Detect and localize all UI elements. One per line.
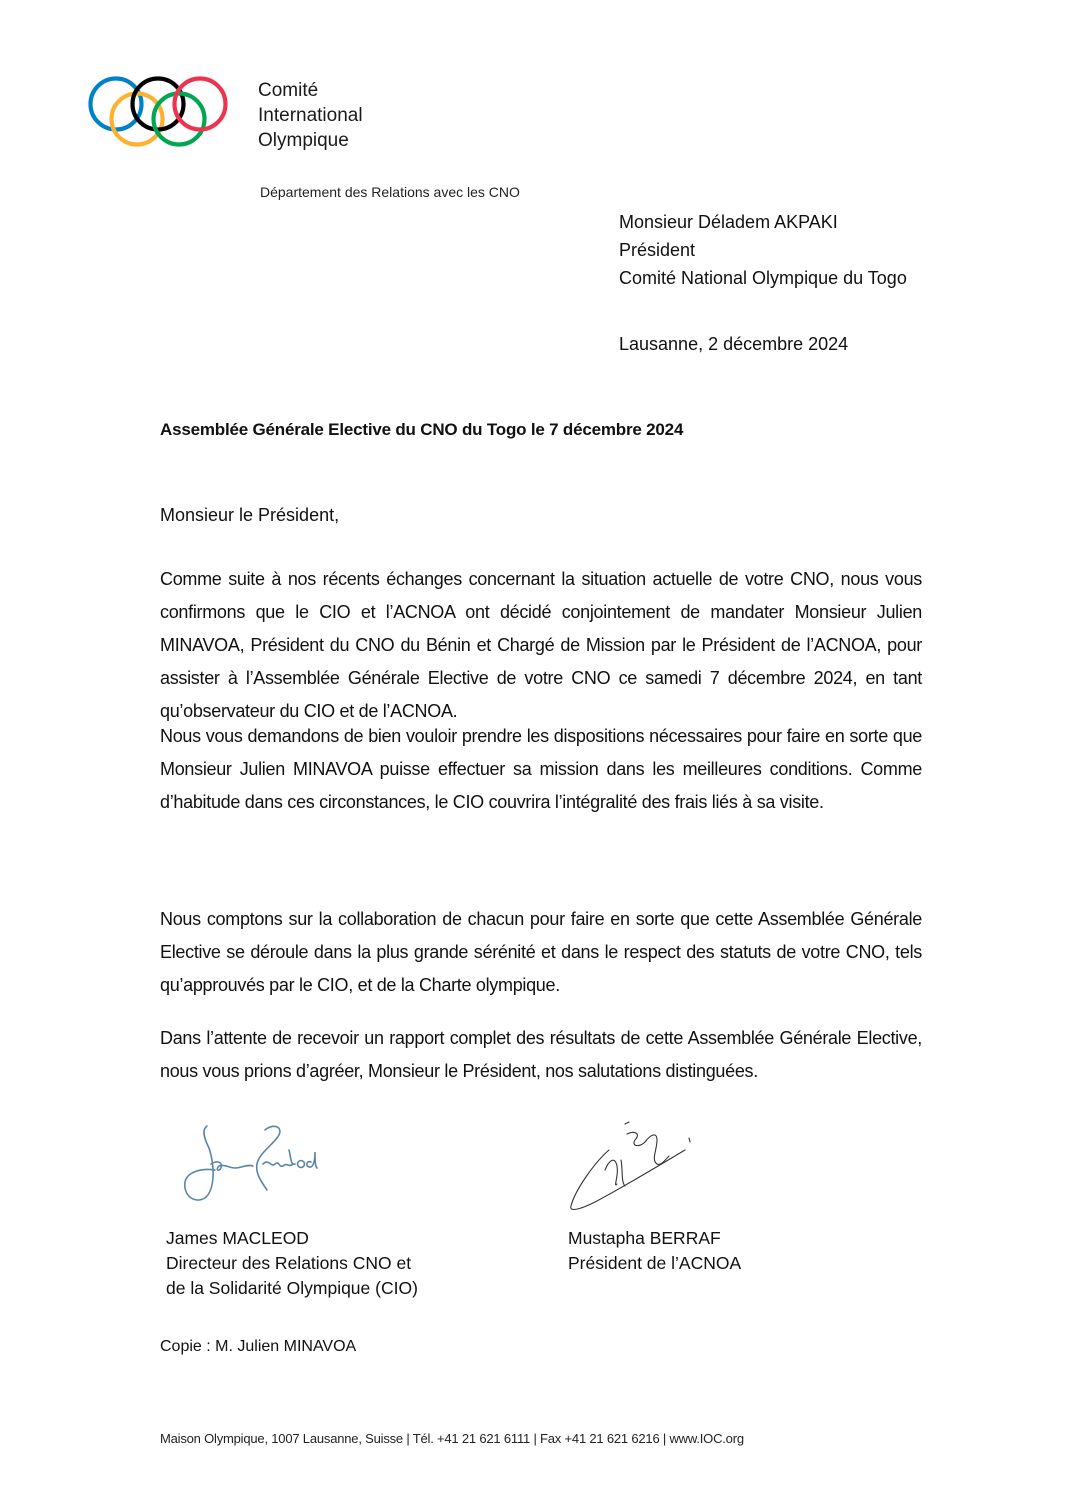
recipient-name: Monsieur Déladem AKPAKI <box>619 212 838 232</box>
salutation: Monsieur le Président, <box>160 505 340 525</box>
olympic-rings-icon <box>86 76 236 148</box>
org-name-line: Comité <box>258 80 319 101</box>
org-name-line: International <box>258 105 363 126</box>
department-name: Département des Relations avec les CNO <box>260 184 520 200</box>
signatory-title: de la Solidarité Olympique (CIO) <box>166 1278 418 1298</box>
copy-recipient: Copie : M. Julien MINAVOA <box>160 1338 357 1355</box>
signatory-title: Directeur des Relations CNO et <box>166 1253 412 1273</box>
organization-name <box>258 78 363 153</box>
body-paragraph: Dans l’attente de recevoir un rapport complet des résultats de cette Assemblée Générale Elective, nous vous prions d’agréer, Monsieur le Président, nos salutations distinguées. <box>160 1028 922 1081</box>
recipient-organization: Comité National Olympique du Togo <box>619 268 907 288</box>
body-paragraph: Comme suite à nos récents échanges concernant la situation actuelle de votre CNO, nous vous confirmons que le CIO et l’ACNOA ont décidé conjointement de mandater Monsieur Julien MINAVOA, Président du CNO du Bénin et Chargé de Mission par le Président de l’ACNOA, pour assister à l’Assemblée Générale Elective de votre CNO ce samedi 7 décembre 2024, en tant qu’observateur du CIO et de l’ACNOA. <box>160 569 922 721</box>
signature-image-macleod <box>175 1118 335 1208</box>
signature-image-berraf <box>565 1110 700 1220</box>
org-name-line: Olympique <box>258 130 349 151</box>
signatory-name: Mustapha BERRAF <box>568 1228 721 1248</box>
signatory-name: James MACLEOD <box>166 1228 309 1248</box>
signatory-title: Président de l’ACNOA <box>568 1253 742 1273</box>
signatory-berraf <box>568 1226 741 1276</box>
signatory-macleod <box>166 1226 418 1301</box>
recipient-title: Président <box>619 240 696 260</box>
letter-subject: Assemblée Générale Elective du CNO du Togo le 7 décembre 2024 <box>160 420 684 439</box>
footer-contact: Maison Olympique, 1007 Lausanne, Suisse | Tél. +41 21 621 6111 | Fax +41 21 621 6216 | www.IOC.org <box>160 1431 744 1446</box>
recipient-address <box>619 208 907 292</box>
body-paragraph: Nous comptons sur la collaboration de chacun pour faire en sorte que cette Assemblée Générale Elective se déroule dans la plus grande sérénité et dans le respect des statuts de votre CNO, tels qu’approuvés par le CIO, et de la Charte olympique. <box>160 909 922 995</box>
letter-date: Lausanne, 2 décembre 2024 <box>619 334 849 354</box>
body-paragraph: Nous vous demandons de bien vouloir prendre les dispositions nécessaires pour faire en sorte que Monsieur Julien MINAVOA puisse effectuer sa mission dans les meilleures conditions. Comme d’habitude dans ces circonstances, le CIO couvrira l’intégralité des frais liés à sa visite. <box>160 726 922 812</box>
